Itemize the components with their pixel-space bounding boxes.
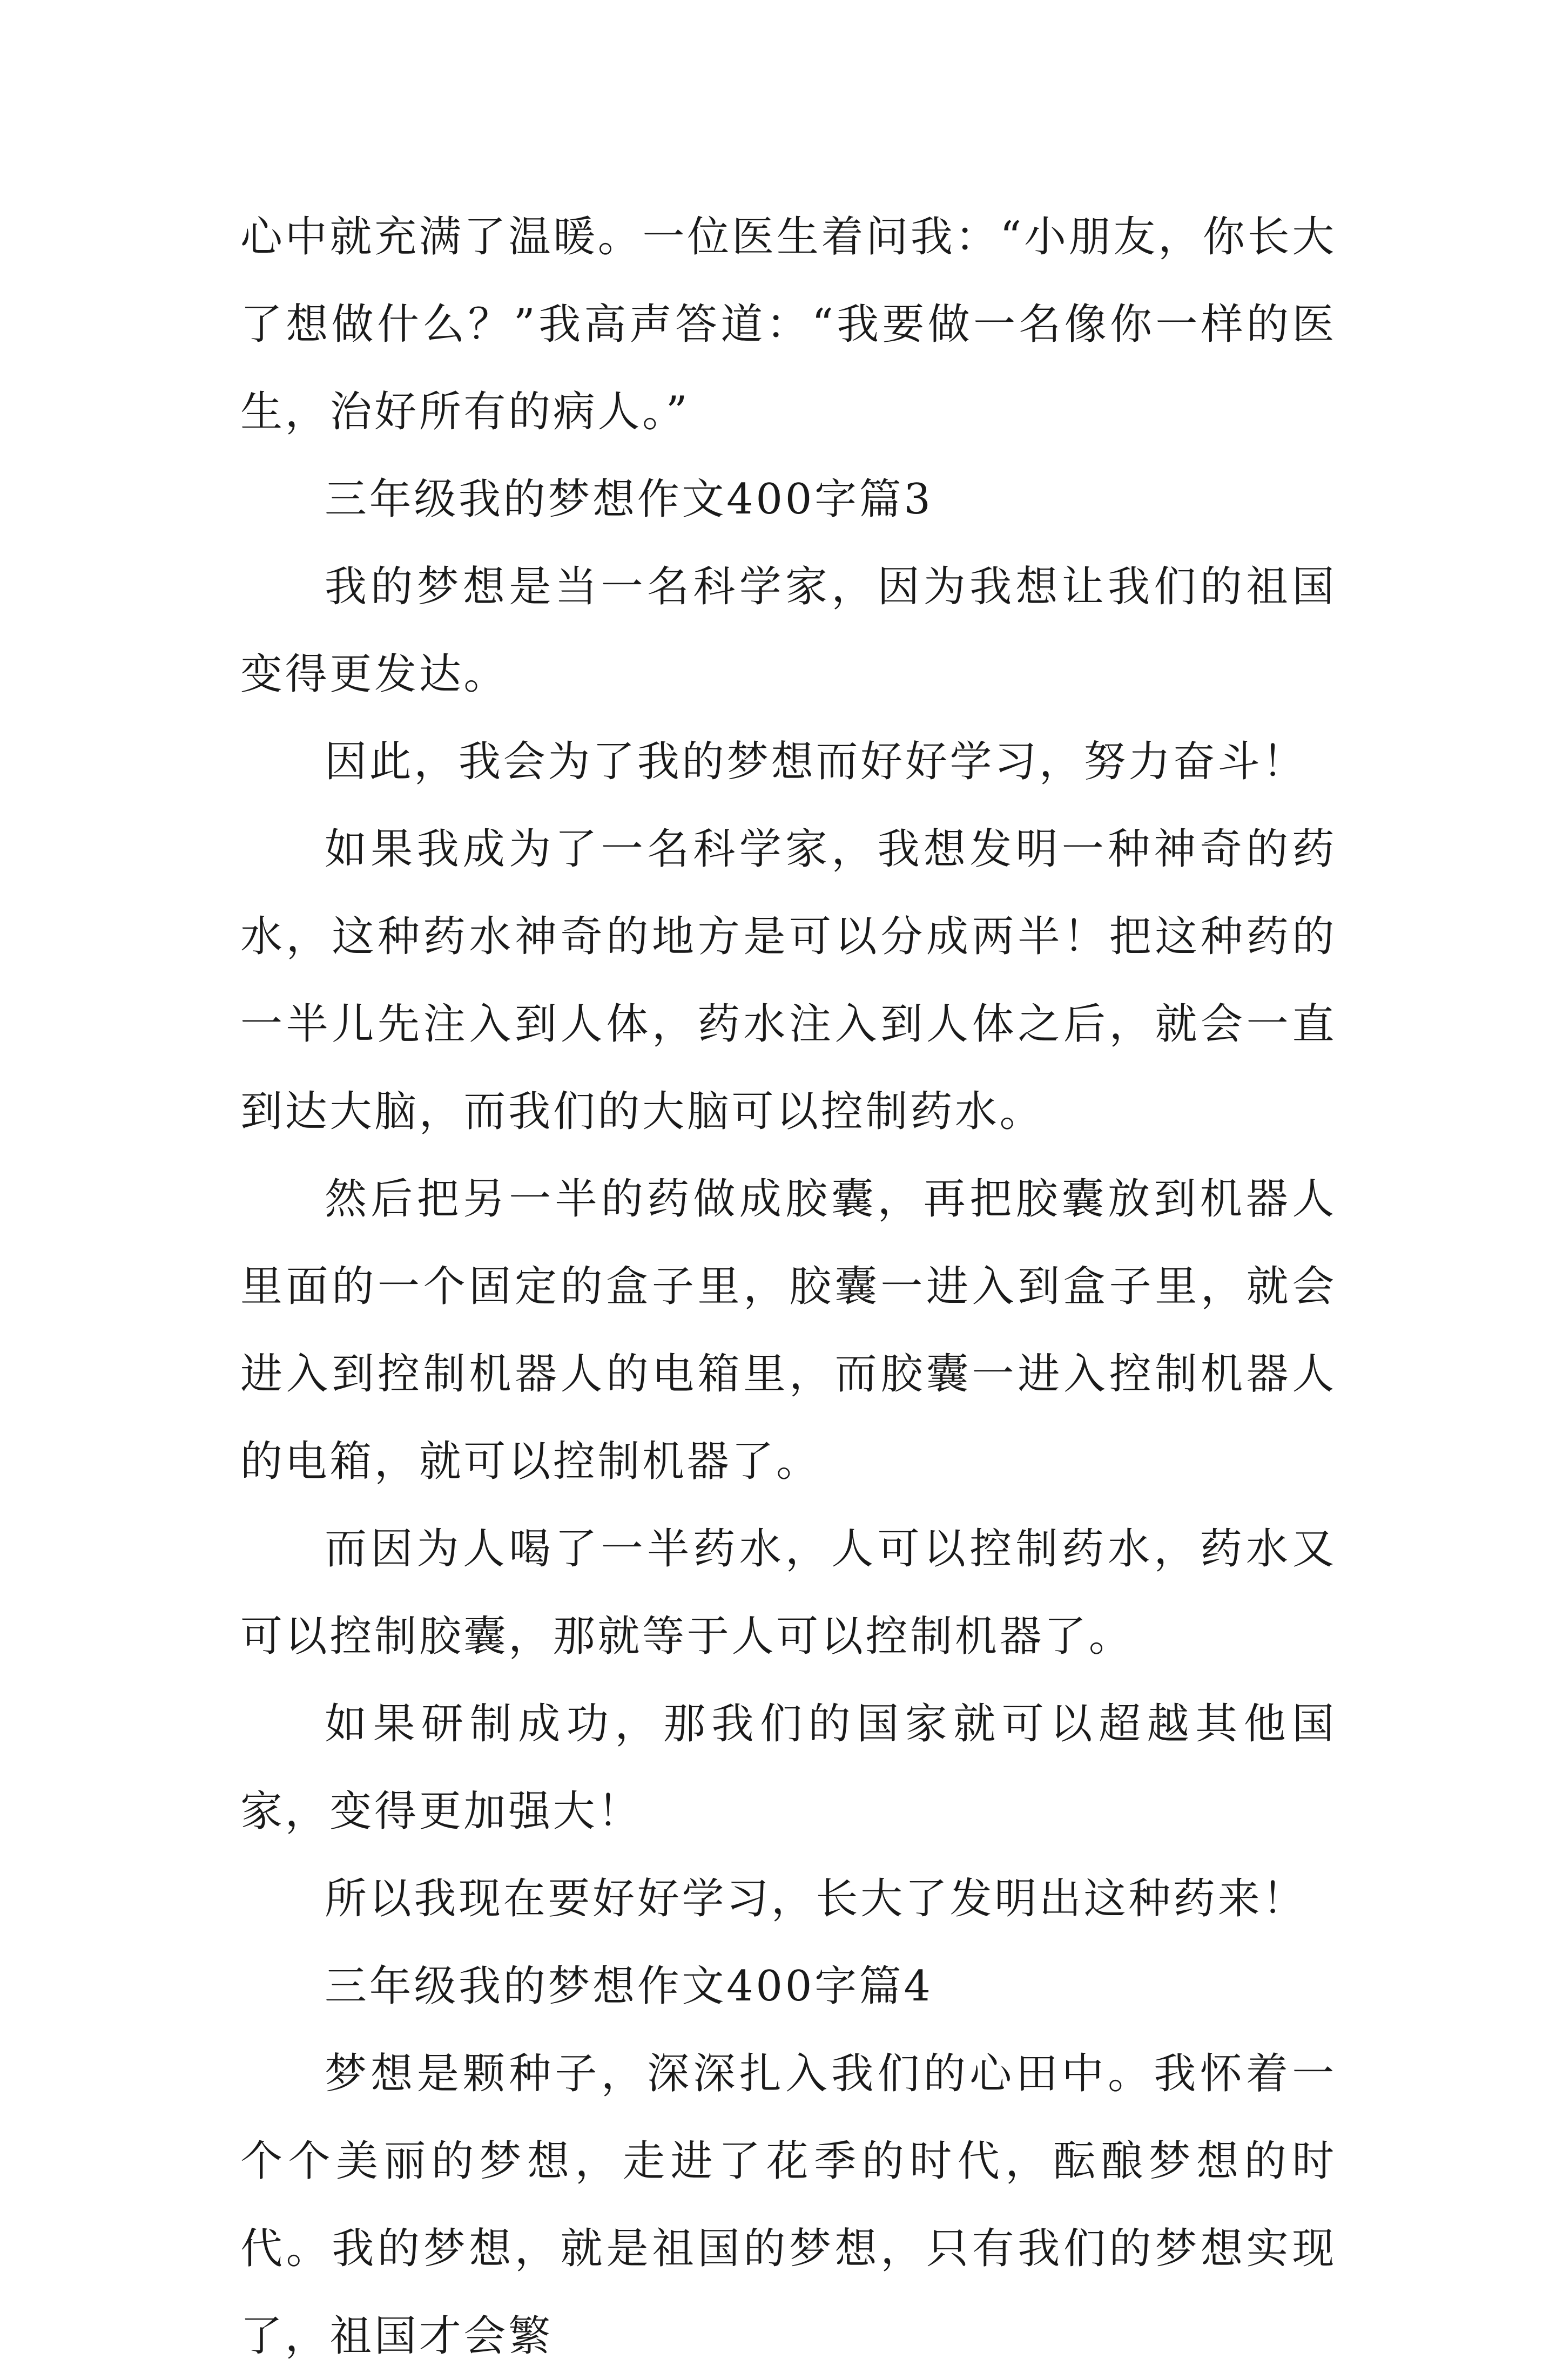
document-body <box>240 193 1337 2380</box>
section-heading-4: 三年级我的梦想作文400字篇4 <box>325 1962 933 2011</box>
paragraph: 如果我成为了一名科学家，我想发明一种神奇的药水，这种药水神奇的地方是可以分成两半！把这种药的一半儿先注入到人体，药水注入到人体之后，就会一直到达大脑，而我们的大脑可以控制药水。 <box>240 825 1337 1136</box>
paragraph: 而因为人喝了一半药水，人可以控制药水，药水又可以控制胶囊，那就等于人可以控制机器了。 <box>240 1525 1337 1661</box>
paragraph: 因此，我会为了我的梦想而好好学习，努力奋斗！ <box>325 738 1307 786</box>
paragraph: 梦想是颗种子，深深扎入我们的心田中。我怀着一个个美丽的梦想，走进了花季的时代，酝酿梦想的时代。我的梦想，就是祖国的梦想，只有我们的梦想实现了，祖国才会繁 <box>240 2050 1337 2361</box>
paragraph: 所以我现在要好好学习，长大了发明出这种药来！ <box>325 1875 1307 1923</box>
paragraph-continued: 心中就充满了温暖。一位医生着问我：“小朋友，你长大了想做什么？”我高声答道：“我要做一名像你一样的医生，治好所有的病人。” <box>240 213 1337 436</box>
paragraph: 然后把另一半的药做成胶囊，再把胶囊放到机器人里面的一个固定的盒子里，胶囊一进入到盒子里，就会进入到控制机器人的电箱里，而胶囊一进入控制机器人的电箱，就可以控制机器了。 <box>240 1175 1337 1486</box>
section-heading-3: 三年级我的梦想作文400字篇3 <box>325 475 933 524</box>
paragraph: 如果研制成功，那我们的国家就可以超越其他国家，变得更加强大！ <box>240 1700 1337 1836</box>
paragraph: 我的梦想是当一名科学家，因为我想让我们的祖国变得更发达。 <box>240 563 1337 699</box>
